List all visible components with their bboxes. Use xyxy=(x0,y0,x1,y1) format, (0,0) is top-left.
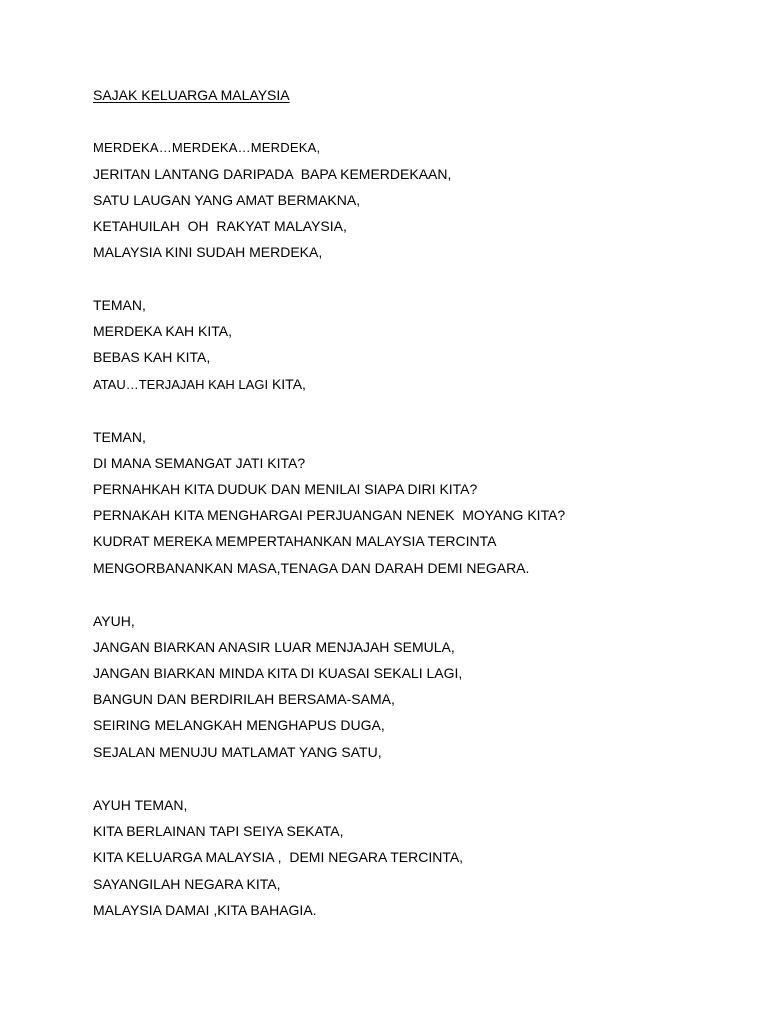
poem-line: PERNAKAH KITA MENGHARGAI PERJUANGAN NENEK MOYANG KITA? xyxy=(93,507,566,523)
poem-line: KUDRAT MEREKA MEMPERTAHANKAN MALAYSIA TERCINTA xyxy=(93,533,497,549)
poem-line: MALAYSIA KINI SUDAH MERDEKA, xyxy=(93,244,323,260)
poem-line: KITA KELUARGA MALAYSIA , DEMI NEGARA TERCINTA, xyxy=(93,849,464,865)
poem-title: SAJAK KELUARGA MALAYSIA xyxy=(93,87,290,103)
poem-line: KITA BERLAINAN TAPI SEIYA SEKATA, xyxy=(93,823,344,839)
poem-line: PERNAHKAH KITA DUDUK DAN MENILAI SIAPA DIRI KITA? xyxy=(93,481,478,497)
poem-line: BANGUN DAN BERDIRILAH BERSAMA-SAMA, xyxy=(93,691,395,707)
poem-line xyxy=(93,375,306,394)
poem-line: JANGAN BIARKAN ANASIR LUAR MENJAJAH SEMULA, xyxy=(93,639,455,655)
poem-line: MALAYSIA DAMAI ,KITA BAHAGIA. xyxy=(93,902,317,918)
poem-line: SEIRING MELANGKAH MENGHAPUS DUGA, xyxy=(93,717,385,733)
poem-line-part: KITA, xyxy=(268,376,306,392)
poem-line: SAYANGILAH NEGARA KITA, xyxy=(93,876,281,892)
poem-line: SATU LAUGAN YANG AMAT BERMAKNA, xyxy=(93,192,361,208)
poem-line: TEMAN, xyxy=(93,297,146,313)
poem-line: AYUH, xyxy=(93,613,135,629)
poem-line-part: ATAU…TERJAJAH KAH LAGI xyxy=(93,377,269,392)
poem-line: DI MANA SEMANGAT JATI KITA? xyxy=(93,455,306,471)
poem-line: MERDEKA…MERDEKA…MERDEKA, xyxy=(93,140,321,155)
poem-line: SEJALAN MENUJU MATLAMAT YANG SATU, xyxy=(93,744,382,760)
poem-line: JANGAN BIARKAN MINDA KITA DI KUASAI SEKALI LAGI, xyxy=(93,665,463,681)
poem-line: MERDEKA KAH KITA, xyxy=(93,323,232,339)
poem-line: KETAHUILAH OH RAKYAT MALAYSIA, xyxy=(93,218,347,234)
poem-line: AYUH TEMAN, xyxy=(93,797,188,813)
poem-line: BEBAS KAH KITA, xyxy=(93,349,211,365)
poem-line: MENGORBANANKAN MASA,TENAGA DAN DARAH DEMI NEGARA. xyxy=(93,560,530,576)
poem-line: JERITAN LANTANG DARIPADA BAPA KEMERDEKAAN, xyxy=(93,166,452,182)
poem-line: TEMAN, xyxy=(93,429,146,445)
